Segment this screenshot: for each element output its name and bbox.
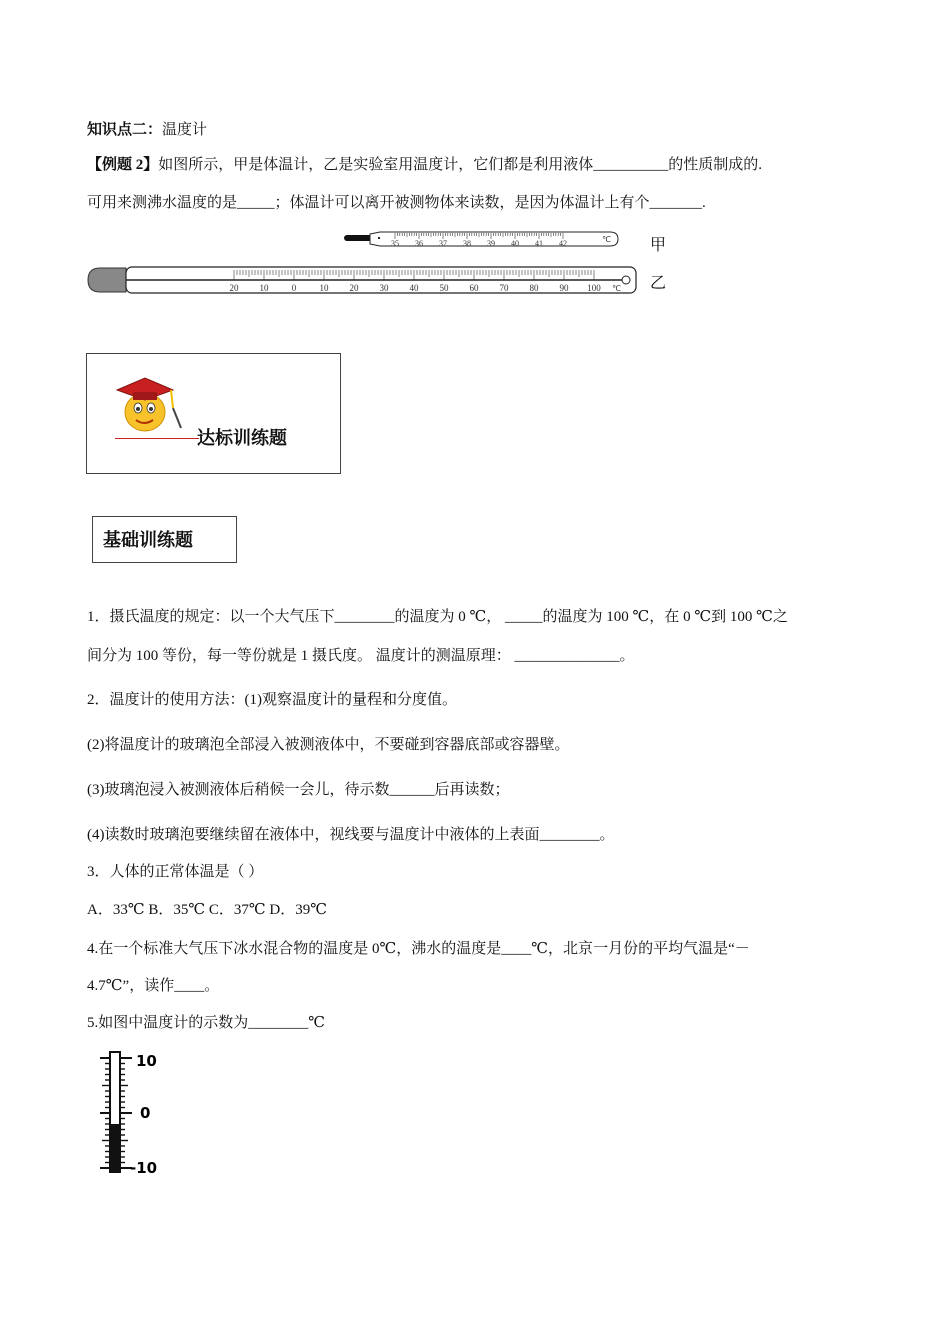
example2-line2: 可用来测沸水温度的是_____；体温计可以离开被测物体来读数，是因为体温计上有个_______. [87,195,706,211]
label-yi: 乙 [650,273,667,292]
lab-tick-label: 40 [409,283,419,293]
q2-line1: 2．温度计的使用方法：(1)观察温度计的量程和分度值。 [87,692,457,708]
lab-tick-label: 20 [349,283,359,293]
clinical-tick-label: 40 [511,239,519,248]
lab-tick-label: 0 [291,283,297,293]
section-heading-title: 温度计 [162,122,208,138]
clinical-tick-label: 35 [391,239,399,248]
clinical-unit: ℃ [602,235,611,244]
lab-tick-label: 90 [559,283,569,293]
lab-tick-label: 50 [439,283,449,293]
q3-line1: 3．人体的正常体温是（ ） [87,864,264,880]
banner-underline [115,438,199,439]
lab-unit: ℃ [612,284,621,293]
lab-tick-label: 80 [529,283,539,293]
label-jia: 甲 [650,235,667,254]
banner-title: 达标训练题 [197,428,287,449]
clinical-tick-label: 37 [439,239,447,248]
basic-training-title: 基础训练题 [103,530,193,551]
lab-tick-label: 20 [229,283,239,293]
q1-line2: 间分为 100 等份，每一等份就是 1 摄氏度。 温度计的测温原理： ______________。 [87,648,635,664]
q4-line2: 4.7℃”，读作____。 [87,978,220,994]
lab-thermometer [86,264,642,296]
clinical-tick-label: 42 [559,239,567,248]
vt-label-neg10: -10 [130,1159,158,1177]
lab-tick-label: 10 [259,283,269,293]
training-banner [86,353,341,474]
vt-label-10: 10 [136,1052,157,1070]
lab-tick-label: 10 [319,283,329,293]
example2-prefix: 【例题 2】 [87,157,159,173]
clinical-tick-label: 38 [463,239,471,248]
q2-line4: (4)读数时玻璃泡要继续留在液体中，视线要与温度计中液体的上表面________。 [87,827,615,843]
clinical-tick-label: 39 [487,239,495,248]
clinical-tick-label: 41 [535,239,543,248]
vertical-thermometer [88,1048,168,1178]
section-heading [87,120,207,140]
q2-line2: (2)将温度计的玻璃泡全部浸入被测液体中，不要碰到容器底部或容器壁。 [87,737,570,753]
clinical-thermometer [340,228,620,250]
graduate-mascot-icon [111,368,191,438]
section-heading-label: 知识点二： [87,122,163,138]
q4-line1: 4.在一个标准大气压下冰水混合物的温度是 0℃，沸水的温度是____℃，北京一月份的平均气温是“－ [87,941,750,957]
example2-line1 [87,155,762,175]
example2-text1: 如图所示，甲是体温计，乙是实验室用温度计，它们都是利用液体__________的性质制成的. [158,157,763,173]
q1-line1: 1．摄氏温度的规定：以一个大气压下________的温度为 0 ℃， _____的温度为 100 ℃，在 0 ℃到 100 ℃之 [87,609,788,625]
clinical-tick-label: 36 [415,239,423,248]
basic-training-box [92,516,237,563]
lab-tick-label: 30 [379,283,389,293]
lab-tick-label: 60 [469,283,479,293]
lab-tick-label: 70 [499,283,509,293]
vt-label-0: 0 [140,1104,151,1122]
q5-line1: 5.如图中温度计的示数为________℃ [87,1015,326,1031]
q2-line3: (3)玻璃泡浸入被测液体后稍候一会儿，待示数______后再读数； [87,782,510,798]
lab-tick-label: 100 [587,283,601,293]
q3-options: A．33℃ B．35℃ C．37℃ D．39℃ [87,902,328,918]
